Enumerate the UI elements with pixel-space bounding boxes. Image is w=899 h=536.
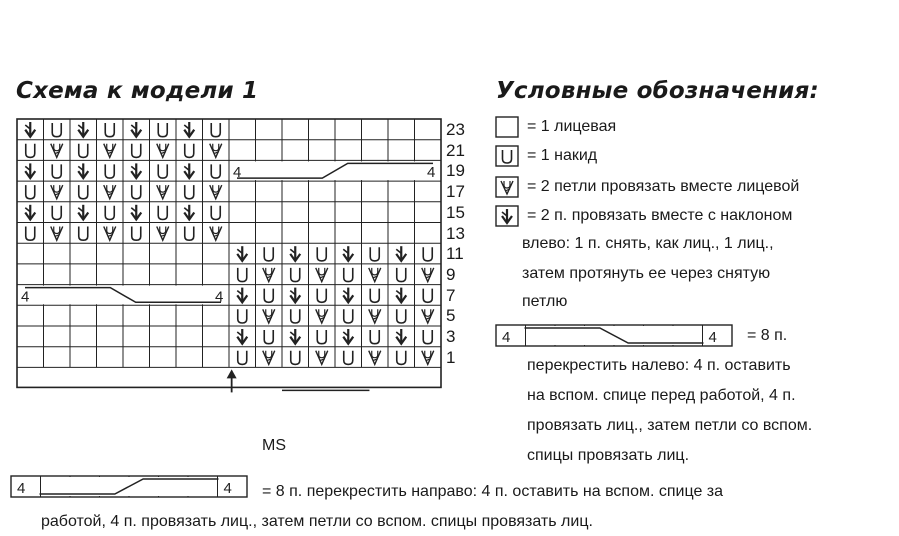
chart-cell: [317, 330, 326, 344]
row-number: 15: [446, 202, 465, 222]
chart-cable-row-7: [18, 286, 228, 306]
legend-cable-left-text-1: = 8 п.: [747, 327, 788, 344]
chart-cell: [237, 329, 247, 344]
chart-cell: [396, 329, 406, 344]
k2tog-symbol-loop: [213, 144, 219, 151]
chart-cell: [317, 247, 326, 261]
row-number: 23: [446, 120, 465, 139]
chart-cell: [26, 227, 35, 241]
yarn-over-symbol: [370, 330, 379, 344]
legend-ssk-text-1: = 2 п. провязать вместе с наклоном: [527, 207, 793, 224]
k2tog-symbol-loop: [107, 185, 113, 192]
chart-cell: [51, 185, 63, 199]
row-number: 21: [446, 140, 465, 160]
legend-cable-left-text-2: перекрестить налево: 4 п. оставить: [527, 357, 791, 374]
chart-cell: [52, 164, 61, 178]
yarn-over-symbol: [105, 164, 114, 178]
yarn-over-symbol: [105, 206, 114, 220]
chart-cell: [397, 268, 406, 282]
yarn-over-symbol: [79, 144, 88, 158]
chart-cell: [370, 247, 379, 261]
chart-cell: [291, 351, 300, 365]
legend-ssk-symbol: [496, 206, 518, 226]
k2tog-symbol-loop: [425, 268, 431, 275]
chart-cell: [25, 205, 35, 220]
row-number: 1: [446, 347, 456, 367]
k2tog-symbol-loop: [160, 185, 166, 192]
yarn-over-symbol: [158, 164, 167, 178]
chart-cell: [211, 164, 220, 178]
chart-cell: [26, 185, 35, 199]
chart-cell: [104, 185, 116, 199]
yarn-over-symbol: [26, 227, 35, 241]
chart-cell: [396, 288, 406, 303]
yarn-over-symbol: [317, 289, 326, 303]
chart-cell: [210, 185, 222, 199]
yarn-over-symbol: [370, 289, 379, 303]
chart-cell: [290, 288, 300, 303]
chart-cell: [184, 205, 194, 220]
yarn-over-symbol: [132, 227, 141, 241]
yarn-over-symbol: [105, 123, 114, 137]
row-number: 13: [446, 223, 465, 243]
chart-cell: [185, 227, 194, 241]
chart-cell: [370, 289, 379, 303]
k2tog-symbol-loop: [425, 309, 431, 316]
yarn-over-symbol: [26, 185, 35, 199]
yarn-over-symbol: [423, 289, 432, 303]
chart-cell: [184, 122, 194, 137]
yarn-over-symbol: [291, 309, 300, 323]
legend-box: [496, 117, 518, 137]
legend-ssk-text-3: затем протянуть ее через снятую: [522, 265, 771, 282]
yarn-over-symbol: [185, 227, 194, 241]
chart-cell: [158, 123, 167, 137]
chart-cell: [51, 227, 63, 241]
legend-yarn-over-text: = 1 накид: [527, 147, 598, 164]
yarn-over-symbol: [423, 330, 432, 344]
k2tog-symbol-loop: [372, 309, 378, 316]
yarn-over-symbol: [344, 268, 353, 282]
chart-cell: [211, 123, 220, 137]
chart-cell: [79, 227, 88, 241]
chart-cell: [238, 309, 247, 323]
yarn-over-symbol: [397, 351, 406, 365]
chart-cell: [397, 309, 406, 323]
chart-cell: [316, 351, 328, 365]
chart-cell: [25, 122, 35, 137]
chart-cell: [316, 268, 328, 282]
k2tog-symbol-loop: [160, 227, 166, 234]
yarn-over-symbol: [211, 123, 220, 137]
chart-cell: [344, 309, 353, 323]
cable-label-left: 4: [502, 329, 511, 346]
yarn-over-symbol: [79, 227, 88, 241]
k2tog-symbol-loop: [425, 351, 431, 358]
chart-cell: [132, 144, 141, 158]
chart-cell: [290, 246, 300, 261]
chart-cell: [263, 309, 275, 323]
cable-label-left: 4: [233, 164, 242, 182]
chart-cell: [423, 330, 432, 344]
chart-cell: [51, 144, 63, 158]
legend-cable-left-symbol: [496, 325, 732, 346]
chart-cell: [291, 309, 300, 323]
chart-cell: [290, 329, 300, 344]
chart-cell: [422, 268, 434, 282]
chart-cell: [158, 164, 167, 178]
chart-cell: [185, 185, 194, 199]
cable-label-right: 4: [427, 164, 436, 182]
legend-cable-left-text-4: провязать лиц., затем петли со вспом.: [527, 417, 813, 434]
yarn-over-symbol: [26, 144, 35, 158]
chart-cell: [344, 351, 353, 365]
chart-cell: [423, 247, 432, 261]
k2tog-symbol-loop: [54, 144, 60, 151]
yarn-over-symbol: [397, 268, 406, 282]
yarn-over-symbol: [52, 206, 61, 220]
legend-ssk-text-2: влево: 1 п. снять, как лиц., 1 лиц.,: [522, 235, 774, 252]
k2tog-symbol-loop: [319, 309, 325, 316]
chart-cell: [316, 309, 328, 323]
yarn-over-symbol: [132, 185, 141, 199]
chart-cell: [210, 227, 222, 241]
legend-yarn-over-symbol: [496, 146, 518, 166]
k2tog-symbol-loop: [107, 227, 113, 234]
k2tog-symbol-loop: [372, 351, 378, 358]
chart-cell: [79, 144, 88, 158]
yarn-over-symbol: [185, 185, 194, 199]
yarn-over-symbol: [370, 247, 379, 261]
chart-title: Схема к модели 1: [16, 78, 259, 104]
yarn-over-symbol: [158, 206, 167, 220]
legend-cable-left-text-3: на вспом. спице перед работой, 4 п.: [527, 387, 796, 404]
chart-cell: [343, 246, 353, 261]
chart-cell: [105, 123, 114, 137]
chart-cell: [78, 122, 88, 137]
k2tog-symbol-loop: [372, 268, 378, 275]
chart-cell: [263, 268, 275, 282]
yarn-over-symbol: [132, 144, 141, 158]
k2tog-symbol-loop: [160, 144, 166, 151]
chart-cell: [185, 144, 194, 158]
chart-cell: [25, 163, 35, 178]
k2tog-symbol-loop: [54, 185, 60, 192]
yarn-over-symbol: [264, 247, 273, 261]
yarn-over-symbol: [79, 185, 88, 199]
row-number: 11: [446, 244, 464, 264]
chart-cell: [369, 351, 381, 365]
chart-cell: [344, 268, 353, 282]
chart-cell: [238, 268, 247, 282]
chart-cell: [264, 330, 273, 344]
yarn-over-symbol: [264, 289, 273, 303]
k2tog-symbol-loop: [213, 185, 219, 192]
yarn-over-symbol: [185, 144, 194, 158]
chart-cell: [343, 288, 353, 303]
chart-cell: [369, 309, 381, 323]
yarn-over-symbol: [397, 309, 406, 323]
legend-cable-right-symbol: [11, 476, 247, 497]
chart-cell: [157, 144, 169, 158]
yarn-over-symbol: [238, 268, 247, 282]
yarn-over-symbol: [344, 351, 353, 365]
chart-cell: [370, 330, 379, 344]
yarn-over-symbol: [291, 351, 300, 365]
row-number: 5: [446, 306, 456, 326]
yarn-over-symbol: [211, 164, 220, 178]
row-number: 9: [446, 264, 456, 284]
legend-knit-text: = 1 лицевая: [527, 118, 617, 135]
yarn-over-symbol: [317, 330, 326, 344]
chart-cell: [158, 206, 167, 220]
chart-cell: [131, 122, 141, 137]
k2tog-symbol-loop: [213, 227, 219, 234]
chart-cell: [317, 289, 326, 303]
cable-label-left: 4: [21, 288, 30, 306]
chart-cell: [423, 289, 432, 303]
cable-label-right: 4: [223, 480, 232, 497]
k2tog-symbol-loop: [319, 351, 325, 358]
chart-cell: [422, 351, 434, 365]
k2tog-symbol-loop: [319, 268, 325, 275]
chart-cell: [211, 206, 220, 220]
ms-label: MS: [262, 437, 286, 454]
yarn-over-symbol: [238, 309, 247, 323]
chart-cell: [79, 185, 88, 199]
chart-grid: [17, 119, 441, 387]
legend-k2tog-symbol: [496, 177, 518, 197]
chart-cell: [131, 163, 141, 178]
chart-cell: [104, 144, 116, 158]
chart-cell: [263, 351, 275, 365]
row-number: 3: [446, 327, 456, 346]
yarn-over-symbol: [158, 123, 167, 137]
chart-cell: [396, 246, 406, 261]
row-number: 19: [446, 161, 465, 181]
bottom-cable-right-text-1: = 8 п. перекрестить направо: 4 п. оставить на вспом. спице за: [262, 483, 724, 500]
chart-cell: [184, 163, 194, 178]
chart-cell: [104, 227, 116, 241]
chart-cell: [157, 227, 169, 241]
legend-cable-left-text-5: спицы провязать лиц.: [527, 447, 690, 464]
yarn-over-symbol: [423, 247, 432, 261]
row-number: 17: [446, 182, 465, 202]
chart-cell: [78, 163, 88, 178]
cable-label-left: 4: [17, 480, 26, 497]
chart-cell: [52, 123, 61, 137]
legend-knit-symbol: [496, 117, 518, 137]
chart-cell: [369, 268, 381, 282]
legend-ssk-text-4: петлю: [522, 293, 568, 310]
k2tog-symbol-loop: [266, 309, 272, 316]
cable-label-right: 4: [708, 329, 717, 346]
row-number: 7: [446, 285, 456, 305]
yarn-over-symbol: [344, 309, 353, 323]
chart-cell: [78, 205, 88, 220]
chart-cell: [52, 206, 61, 220]
chart-cell: [264, 289, 273, 303]
chart-cable-row-19: [230, 161, 440, 181]
k2tog-symbol-loop: [266, 351, 272, 358]
k2tog-symbol-loop: [266, 268, 272, 275]
yarn-over-symbol: [317, 247, 326, 261]
chart-cell: [105, 164, 114, 178]
k2tog-symbol-loop: [54, 227, 60, 234]
chart-cell: [105, 206, 114, 220]
legend-k2tog-text: = 2 петли провязать вместе лицевой: [527, 178, 800, 195]
chart-cell: [132, 185, 141, 199]
yarn-over-symbol: [211, 206, 220, 220]
chart-cell: [131, 205, 141, 220]
bottom-cable-right-text-2: работой, 4 п. провязать лиц., затем петли со вспом. спицы провязать лиц.: [41, 513, 593, 530]
chart-cell: [237, 246, 247, 261]
chart-cell: [291, 268, 300, 282]
chart-cell: [397, 351, 406, 365]
legend-title: Условные обозначения:: [496, 78, 819, 104]
k2tog-symbol-loop: [107, 144, 113, 151]
yarn-over-symbol: [52, 123, 61, 137]
chart-cell: [238, 351, 247, 365]
chart-cell: [264, 247, 273, 261]
ms-arrow-head: [227, 369, 237, 378]
chart-cell: [422, 309, 434, 323]
yarn-over-symbol: [291, 268, 300, 282]
chart-cell: [237, 288, 247, 303]
chart-cell: [343, 329, 353, 344]
cable-label-right: 4: [215, 288, 224, 306]
yarn-over-symbol: [264, 330, 273, 344]
chart-cell: [210, 144, 222, 158]
chart-cell: [157, 185, 169, 199]
yarn-over-symbol: [52, 164, 61, 178]
chart-cell: [26, 144, 35, 158]
yarn-over-symbol: [238, 351, 247, 365]
chart-cell: [132, 227, 141, 241]
